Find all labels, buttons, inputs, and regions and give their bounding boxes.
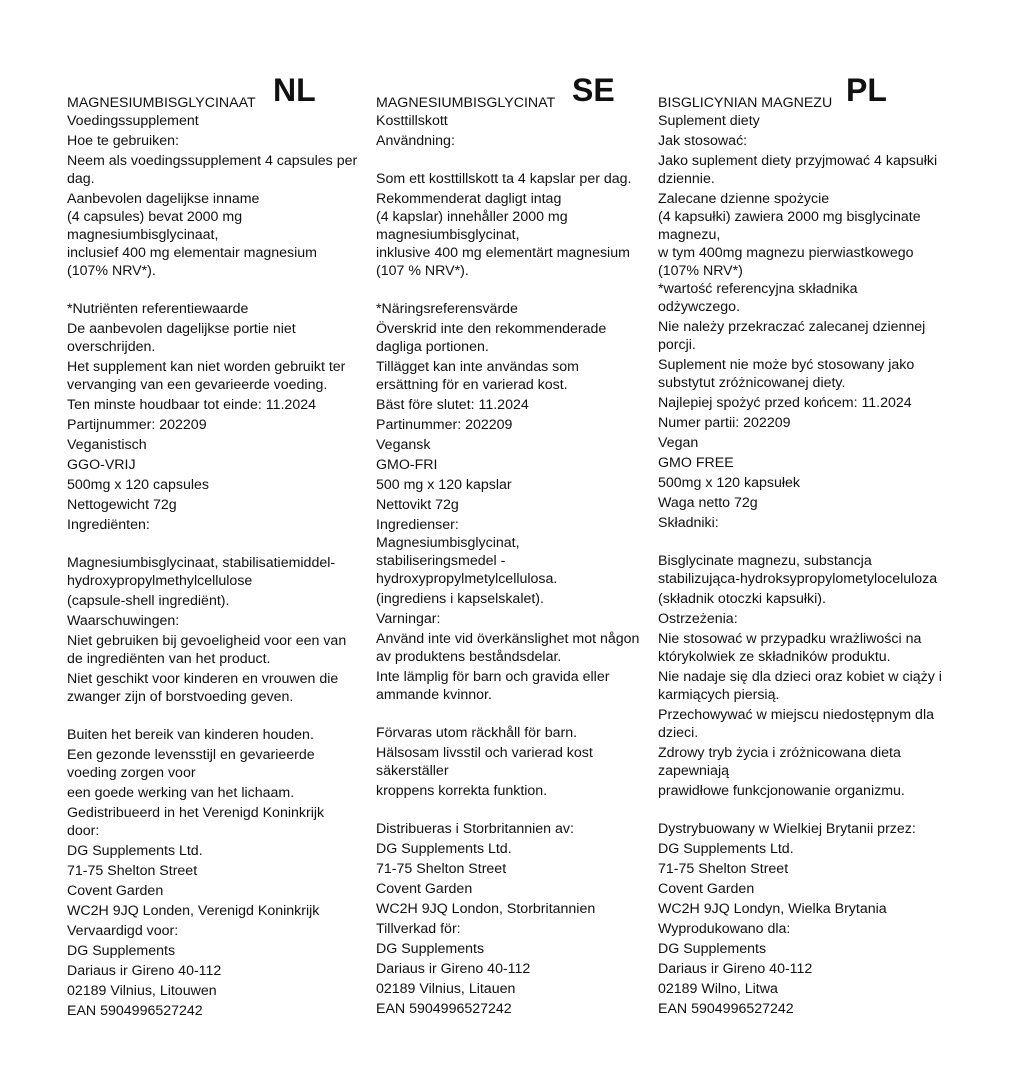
product-title: MAGNESIUMBISGLYCINAAT: [67, 95, 256, 111]
label-text-line: Jako suplement diety przyjmować 4 kapsułki dziennie.: [658, 153, 938, 187]
label-text-line: Składniki:: [658, 515, 719, 531]
label-text-line: Zdrowy tryb życia i zróżnicowana dieta zapewniają: [658, 745, 901, 779]
label-text-line: Rekommenderat dagligt intag (4 kapslar) innehåller 2000 mg magnesiumbisglycinat, inklusive 400 mg elementärt magnesium (107 % NRV*).: [376, 191, 630, 279]
label-text-line: GMO-FRI: [376, 457, 438, 473]
label-text-list: [67, 110, 375, 1020]
label-text-line: Een gezonde levensstijl en gevarieerde voeding zorgen voor: [67, 747, 315, 781]
label-text-line: Ingredienser: Magnesiumbisglycinat, stabiliseringsmedel - hydroxypropylmetylcellulosa.: [376, 517, 558, 587]
label-text-line: Förvaras utom räckhåll för barn.: [376, 725, 578, 741]
label-text-line: Voedingssupplement: [67, 113, 199, 129]
label-text-line: Dariaus ir Gireno 40-112: [67, 963, 222, 979]
language-code: PL: [846, 72, 887, 108]
blank-line: [376, 704, 656, 722]
label-text-line: Partinummer: 202209: [376, 417, 513, 433]
label-text-line: Numer partii: 202209: [658, 415, 791, 431]
language-code: NL: [273, 72, 316, 108]
label-text-line: Varningar:: [376, 611, 441, 627]
label-text-line: een goede werking van het lichaam.: [67, 785, 295, 801]
column-header: [376, 70, 656, 110]
label-text-line: Suplement diety: [658, 113, 760, 129]
blank-line: [67, 280, 375, 298]
label-text-line: Nie należy przekraczać zalecanej dziennej porcji.: [658, 319, 926, 353]
label-column-nl: [67, 70, 375, 1020]
label-text-line: (składnik otoczki kapsułki).: [658, 591, 826, 607]
label-text-line: *Näringsreferensvärde: [376, 301, 518, 317]
label-text-line: Aanbevolen dagelijkse inname (4 capsules) bevat 2000 mg magnesiumbisglycinaat, inclusief 400 mg elementair magnesium (107% NRV*).: [67, 191, 317, 279]
label-text-line: Använd inte vid överkänslighet mot någon av produktens beståndsdelar.: [376, 631, 640, 665]
label-text-line: DG Supplements Ltd.: [658, 841, 794, 857]
label-text-line: Nie nadaje się dla dzieci oraz kobiet w ciąży i karmiących piersią.: [658, 669, 942, 703]
label-text-line: WC2H 9JQ Londen, Verenigd Koninkrijk: [67, 903, 320, 919]
label-text-line: 71-75 Shelton Street: [376, 861, 507, 877]
product-title: BISGLICYNIAN MAGNEZU: [658, 95, 833, 111]
label-text-line: Bäst före slutet: 11.2024: [376, 397, 529, 413]
label-text-line: 02189 Wilno, Litwa: [658, 981, 778, 997]
label-text-line: 02189 Vilnius, Litouwen: [67, 983, 217, 999]
label-text-line: Vervaardigd voor:: [67, 923, 179, 939]
label-text-line: Distribueras i Storbritannien av:: [376, 821, 574, 837]
label-text-line: Magnesiumbisglycinaat, stabilisatiemiddel- hydroxypropylmethylcellulose: [67, 555, 336, 589]
label-text-line: 71-75 Shelton Street: [67, 863, 198, 879]
label-text-line: EAN 5904996527242: [658, 1001, 794, 1017]
label-text-line: GMO FREE: [658, 455, 734, 471]
label-text-line: Ten minste houdbaar tot einde: 11.2024: [67, 397, 316, 413]
label-text-line: Dystrybuowany w Wielkiej Brytanii przez:: [658, 821, 916, 837]
label-text-line: 500mg x 120 capsules: [67, 477, 209, 493]
label-text-line: Veganistisch: [67, 437, 147, 453]
label-text-line: 500 mg x 120 kapslar: [376, 477, 512, 493]
label-text-line: Som ett kosttillskott ta 4 kapslar per dag.: [376, 171, 632, 187]
label-text-line: Suplement nie może być stosowany jako substytut zróżnicowanej diety.: [658, 357, 915, 391]
label-text-line: Najlepiej spożyć przed końcem: 11.2024: [658, 395, 912, 411]
label-text-line: Dariaus ir Gireno 40-112: [376, 961, 531, 977]
label-text-line: Tillägget kan inte användas som ersättning för en varierad kost.: [376, 359, 579, 393]
label-text-line: Inte lämplig för barn och gravida eller ammande kvinnor.: [376, 669, 610, 703]
blank-line: [658, 800, 963, 818]
label-text-line: Covent Garden: [67, 883, 164, 899]
blank-line: [658, 532, 963, 550]
label-text-line: Niet gebruiken bij gevoeligheid voor een van de ingrediënten van het product.: [67, 633, 347, 667]
label-text-line: Wyprodukowano dla:: [658, 921, 791, 937]
label-text-line: Jak stosować:: [658, 133, 748, 149]
label-text-line: Neem als voedingssupplement 4 capsules per dag.: [67, 153, 358, 187]
label-text-line: DG Supplements Ltd.: [67, 843, 203, 859]
column-header: [67, 70, 375, 110]
blank-line: [67, 534, 375, 552]
blank-line: [376, 280, 656, 298]
label-text-line: EAN 5904996527242: [376, 1001, 512, 1017]
label-text-line: Partijnummer: 202209: [67, 417, 207, 433]
label-text-line: EAN 5904996527242: [67, 1003, 203, 1019]
label-text-line: Nie stosować w przypadku wrażliwości na którykolwiek ze składników produktu.: [658, 631, 922, 665]
label-text-line: Hoe te gebruiken:: [67, 133, 179, 149]
label-text-line: Przechowywać w miejscu niedostępnym dla dzieci.: [658, 707, 934, 741]
label-column-se: [376, 70, 656, 1018]
label-text-line: 71-75 Shelton Street: [658, 861, 789, 877]
label-text-line: Dariaus ir Gireno 40-112: [658, 961, 813, 977]
label-text-line: GGO-VRIJ: [67, 457, 136, 473]
blank-line: [67, 706, 375, 724]
label-column-pl: [658, 70, 963, 1018]
label-text-line: Covent Garden: [658, 881, 755, 897]
label-text-line: Kosttillskott: [376, 113, 448, 129]
label-text-line: Vegansk: [376, 437, 431, 453]
label-text-line: Hälsosam livsstil och varierad kost säkerställer: [376, 745, 593, 779]
label-text-line: Zalecane dzienne spożycie (4 kapsułki) zawiera 2000 mg bisglycinate magnezu, w tym 400mg magnezu pierwiastkowego (107% NRV*) *wartość referencyjna składnika odżywczego.: [658, 191, 921, 315]
label-text-line: Nettogewicht 72g: [67, 497, 177, 513]
label-text-line: *Nutriënten referentiewaarde: [67, 301, 249, 317]
label-text-line: 02189 Vilnius, Litauen: [376, 981, 516, 997]
label-text-line: Ostrzeżenia:: [658, 611, 738, 627]
label-text-line: DG Supplements: [376, 941, 485, 957]
label-text-line: Waga netto 72g: [658, 495, 758, 511]
label-text-line: De aanbevolen dagelijkse portie niet overschrijden.: [67, 321, 296, 355]
label-text-line: Buiten het bereik van kinderen houden.: [67, 727, 314, 743]
label-text-line: DG Supplements: [658, 941, 767, 957]
label-text-line: Ingrediënten:: [67, 517, 150, 533]
label-text-line: WC2H 9JQ London, Storbritannien: [376, 901, 596, 917]
label-text-line: Tillverkad för:: [376, 921, 461, 937]
label-text-list: [376, 110, 656, 1018]
label-text-line: DG Supplements Ltd.: [376, 841, 512, 857]
label-text-line: Användning:: [376, 133, 455, 149]
label-text-line: WC2H 9JQ Londyn, Wielka Brytania: [658, 901, 887, 917]
label-text-line: Niet geschikt voor kinderen en vrouwen die zwanger zijn of borstvoeding geven.: [67, 671, 339, 705]
label-text-line: DG Supplements: [67, 943, 176, 959]
label-text-line: Gedistribueerd in het Verenigd Koninkrijk door:: [67, 805, 325, 839]
label-text-line: Nettovikt 72g: [376, 497, 459, 513]
product-title: MAGNESIUMBISGLYCINAT: [376, 95, 556, 111]
label-text-line: Covent Garden: [376, 881, 473, 897]
column-header: [658, 70, 963, 110]
label-text-line: Het supplement kan niet worden gebruikt ter vervanging van een gevarieerde voeding.: [67, 359, 346, 393]
blank-line: [376, 150, 656, 168]
label-text-list: [658, 110, 963, 1018]
label-text-line: Waarschuwingen:: [67, 613, 180, 629]
label-text-line: (ingrediens i kapselskalet).: [376, 591, 544, 607]
blank-line: [376, 800, 656, 818]
language-code: SE: [572, 72, 615, 108]
label-text-line: (capsule-shell ingrediënt).: [67, 593, 230, 609]
label-text-line: 500mg x 120 kapsułek: [658, 475, 800, 491]
label-text-line: Vegan: [658, 435, 699, 451]
label-text-line: Överskrid inte den rekommenderade dagliga portionen.: [376, 321, 607, 355]
label-text-line: kroppens korrekta funktion.: [376, 783, 548, 799]
label-text-line: prawidłowe funkcjonowanie organizmu.: [658, 783, 905, 799]
label-text-line: Bisglycinate magnezu, substancja stabilizująca-hydroksypropylometyloceluloza: [658, 553, 938, 587]
